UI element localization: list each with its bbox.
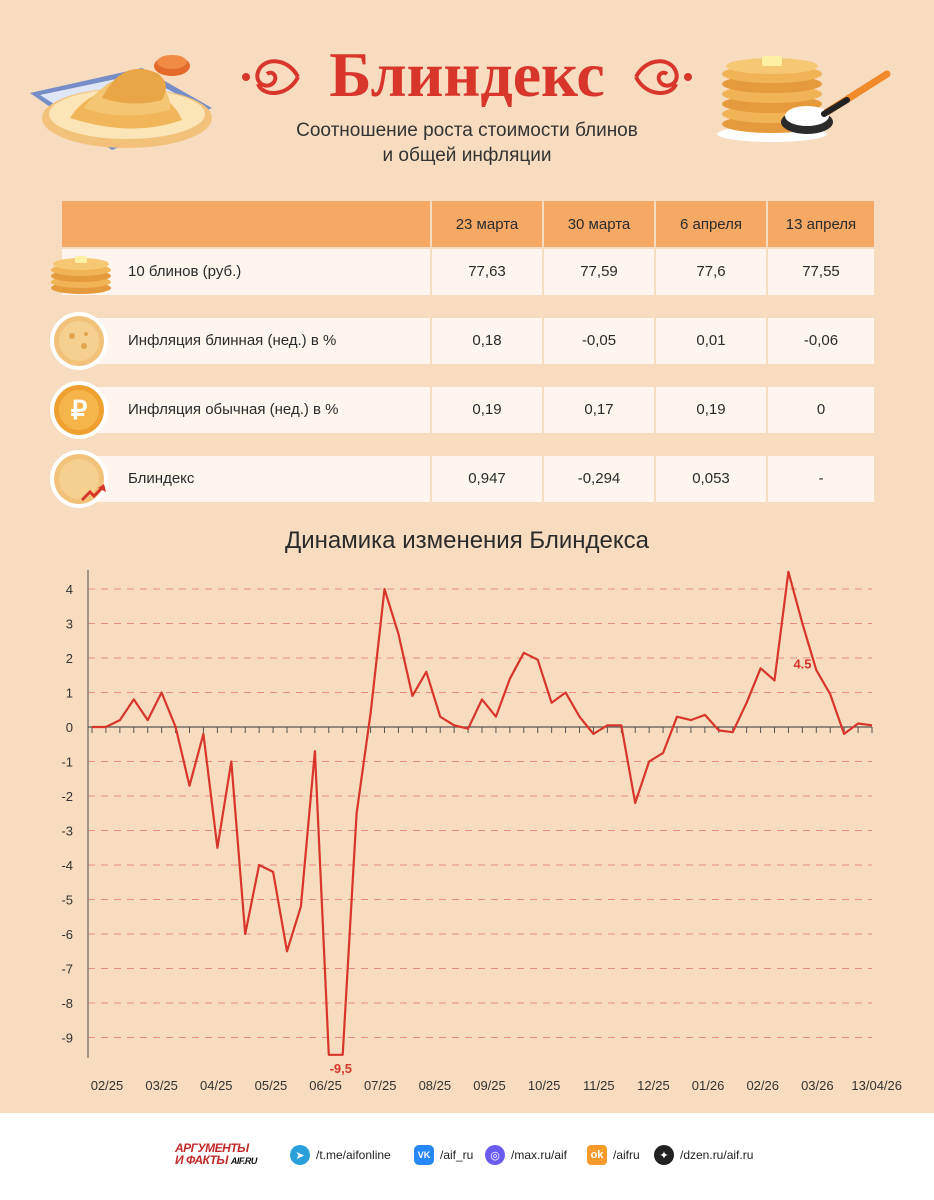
odnoklassniki-link[interactable] [587, 1140, 640, 1170]
header [0, 0, 934, 190]
pancake-growth-icon [48, 448, 110, 515]
max-link[interactable] [485, 1140, 567, 1170]
table-row [62, 318, 874, 364]
x-tick-label: 05/25 [254, 1078, 288, 1093]
table-cell: 0,18 [472, 332, 502, 349]
column-header: 13 апреля [785, 216, 857, 233]
vk-icon: VK [414, 1145, 434, 1165]
x-tick-label: 11/25 [582, 1078, 615, 1093]
pancake-stack-icon [48, 242, 114, 307]
page-title: Блиндекс [329, 39, 605, 110]
telegram-link[interactable] [290, 1140, 391, 1170]
logo-line-1: АРГУМЕНТЫ [175, 1141, 249, 1155]
y-tick-label: 1 [65, 685, 73, 701]
table-row [62, 456, 874, 502]
x-tick-label: 02/26 [746, 1078, 779, 1093]
table-cell: 77,6 [696, 263, 726, 280]
x-tick-label: 13/04/26 [851, 1078, 902, 1093]
y-tick-label: -2 [61, 789, 73, 804]
y-tick-label: -5 [61, 892, 73, 908]
y-tick-label: 2 [65, 651, 73, 666]
dzen-link-text: /dzen.ru/aif.ru [680, 1148, 754, 1162]
chart-title: Динамика изменения Блиндекса [284, 527, 649, 554]
row-label: 10 блинов (руб.) [128, 263, 242, 280]
row-label: Блиндекс [128, 470, 195, 487]
logo-line-2: И ФАКТЫ [175, 1153, 228, 1167]
table-cell: 0 [816, 401, 826, 418]
y-tick-label: -9 [61, 1030, 73, 1046]
y-tick-label: 0 [65, 720, 73, 735]
table-cell: 0,947 [468, 470, 506, 487]
subtitle-line-2: и общей инфляции [382, 145, 552, 166]
x-tick-label: 09/25 [473, 1078, 506, 1093]
svg-text:₽: ₽ [70, 395, 88, 425]
row-label: Инфляция блинная (нед.) в % [128, 332, 337, 349]
column-header: 30 марта [567, 216, 631, 233]
x-tick-label: 04/25 [200, 1078, 233, 1093]
table-cell: 0,19 [472, 401, 502, 418]
footer [0, 1140, 934, 1170]
table-header-row [62, 201, 874, 247]
column-header: 23 марта [455, 216, 519, 233]
column-separator [542, 201, 544, 504]
y-tick-label: -4 [61, 858, 73, 873]
x-tick-label: 03/26 [801, 1078, 834, 1093]
ruble-coin-icon [48, 379, 110, 446]
pancake-icon [48, 310, 110, 377]
data-label: 4.5 [793, 656, 812, 672]
y-tick-label: 4 [65, 582, 73, 597]
blindex-line-chart [0, 560, 934, 1100]
odnoklassniki-icon: ok [587, 1145, 607, 1165]
table-cell: 77,59 [580, 263, 618, 280]
data-label: -9,5 [329, 1060, 352, 1076]
y-tick-label: -7 [61, 961, 73, 977]
dzen-link[interactable] [654, 1140, 753, 1170]
logo-site: AIF.RU [230, 1156, 257, 1166]
table-cell: 0,19 [696, 401, 726, 418]
table-cell: -0,05 [581, 332, 617, 349]
x-tick-label: 03/25 [145, 1078, 178, 1093]
x-tick-label: 08/25 [418, 1078, 452, 1093]
table-cell: 77,55 [802, 263, 840, 280]
table-cell: 77,63 [468, 263, 506, 280]
x-tick-label: 02/25 [90, 1078, 124, 1093]
table-cell: -0,06 [803, 332, 839, 349]
x-tick-label: 07/25 [363, 1078, 397, 1093]
subtitle-line-1: Соотношение роста стоимости блинов [296, 120, 638, 141]
table-row [62, 387, 874, 433]
column-header: 6 апреля [679, 216, 743, 233]
y-tick-label: 3 [65, 616, 73, 632]
dzen-icon: ✦ [654, 1145, 674, 1165]
x-tick-label: 10/25 [527, 1078, 561, 1093]
y-tick-label: -8 [61, 996, 73, 1011]
max-link-text: /max.ru/aif [511, 1148, 568, 1162]
telegram-link-text: /t.me/aifonline [316, 1148, 391, 1162]
x-tick-label: 06/25 [309, 1078, 342, 1093]
table-cell: 0,053 [692, 470, 730, 487]
aif-logo [175, 1142, 280, 1168]
vk-link[interactable] [414, 1140, 473, 1170]
y-tick-label: -1 [61, 754, 73, 770]
odnoklassniki-link-text: /aifru [613, 1148, 640, 1162]
column-separator [654, 201, 656, 504]
table-cell: 0,01 [696, 332, 726, 349]
vk-link-text: /aif_ru [440, 1148, 474, 1162]
row-label: Инфляция обычная (нед.) в % [128, 401, 339, 418]
y-tick-label: -3 [61, 823, 73, 839]
table-cell: 0,17 [584, 401, 614, 418]
max-icon: ◎ [485, 1145, 505, 1165]
column-separator [430, 201, 432, 504]
page-subtitle [250, 118, 684, 168]
x-tick-label: 01/26 [691, 1078, 725, 1093]
column-separator [766, 201, 768, 504]
series-line [92, 572, 872, 1055]
telegram-icon: ➤ [290, 1145, 310, 1165]
pancake-stack-illustration [712, 44, 902, 149]
x-tick-label: 12/25 [637, 1078, 670, 1093]
y-tick-label: -6 [61, 927, 73, 942]
table-cell: - [818, 470, 824, 487]
table-cell: -0,294 [577, 470, 621, 487]
table-row [62, 249, 874, 295]
